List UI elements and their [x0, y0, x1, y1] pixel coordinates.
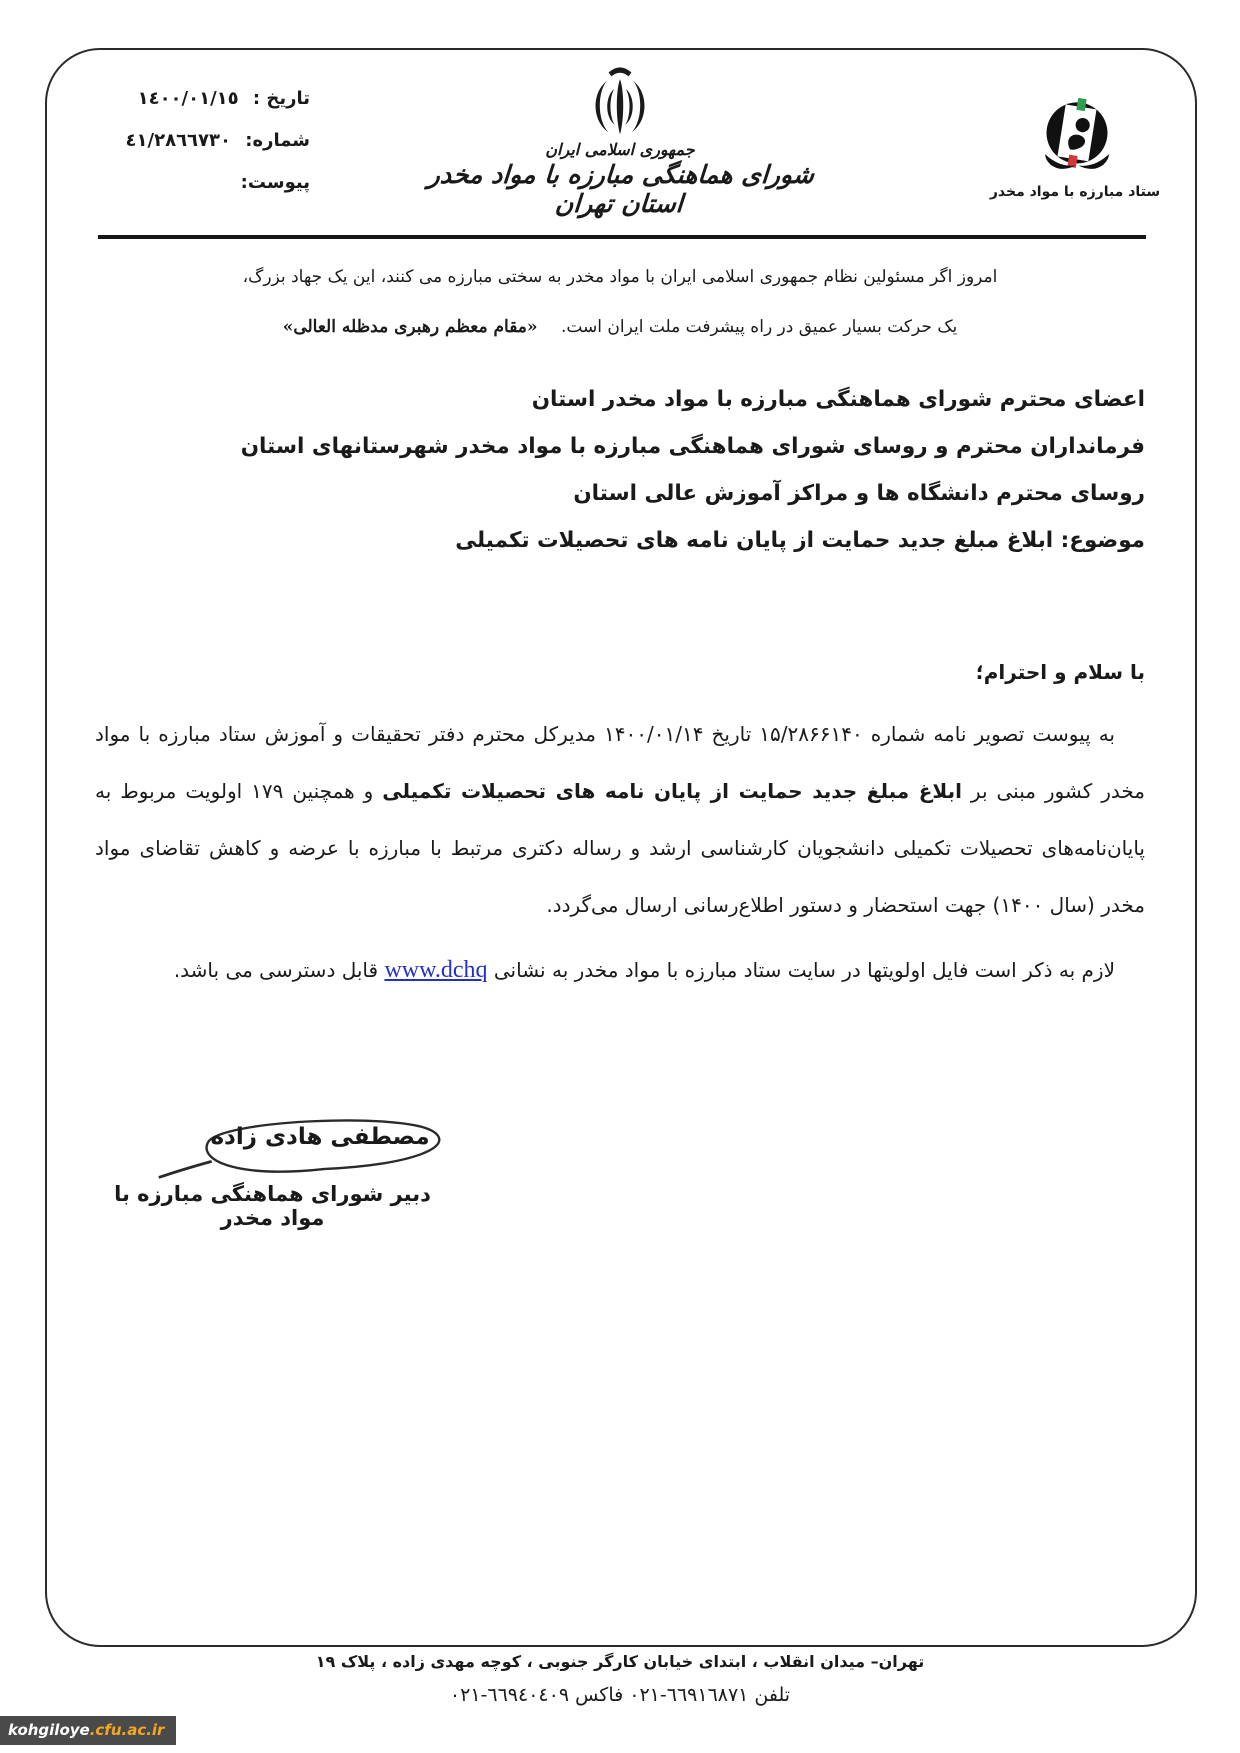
recipient-line: فرمانداران محترم و روسای شورای هماهنگی مبارزه با مواد مخدر شهرستانهای استان	[240, 434, 1145, 459]
dchq-website-link[interactable]: www.dchq	[384, 957, 488, 983]
salutation: با سلام و احترام؛	[975, 660, 1145, 684]
hq-logo-caption: ستاد مبارزه با مواد مخدر	[989, 184, 1161, 200]
body-p2-text-cont: قابل دسترسی می باشد.	[173, 958, 385, 982]
number-row	[95, 130, 310, 151]
date-label: تاریخ :	[252, 88, 310, 109]
signatory-name: مصطفی هادی زاده	[210, 1124, 430, 1150]
recipients-block	[95, 376, 1145, 564]
subject-line: موضوع: ابلاغ مبلغ جدید حمایت از پایان نامه های تحصیلات تکمیلی	[455, 528, 1145, 553]
quote-line-2-text: یک حرکت بسیار عمیق در راه پیشرفت ملت ایران است.	[560, 317, 958, 337]
drug-control-headquarters-logo	[1038, 96, 1116, 184]
handwritten-signature-scribble	[155, 1110, 495, 1192]
body-p2-text: لازم به ذکر است فایل اولویتها در سایت ستاد مبارزه با مواد مخدر به نشانی	[487, 958, 1115, 982]
iran-coat-of-arms-icon	[572, 64, 668, 140]
council-title-calligraphy: شورای هماهنگی مبارزه با مواد مخدر استان تهران	[426, 160, 816, 218]
site-watermark	[0, 1716, 176, 1745]
date-value: ١٤٠٠/٠١/١٥	[137, 88, 239, 109]
republic-title: جمهوری اسلامی ایران	[545, 140, 695, 159]
body-paragraph-2	[95, 942, 1145, 999]
footer-phone-fax: تلفن ٦٦٩١٦٨٧١-٠٢١ فاکس ٦٦٩٤٠٤٠٩-٠٢١	[449, 1684, 791, 1706]
signatory-title: دبیر شورای هماهنگی مبارزه با مواد مخدر	[114, 1182, 431, 1230]
quote-line-1: امروز اگر مسئولین نظام جمهوری اسلامی ایران با مواد مخدر به سختی مبارزه می کنند، این یک جهاد بزرگ،	[242, 267, 998, 287]
watermark-domain: .cfu.ac.ir	[89, 1721, 165, 1739]
quote-attribution: «مقام معظم رهبری مدظله العالی»	[282, 317, 538, 337]
header-divider-line	[98, 235, 1146, 239]
leader-quote	[95, 252, 1145, 352]
quote-line-2	[95, 302, 1145, 352]
recipient-line: اعضای محترم شورای هماهنگی مبارزه با مواد مخدر استان	[531, 387, 1145, 412]
body-p1-text-cont: و همچنین ۱۷۹ اولویت مربوط به پایان‌نامه‌های تحصیلات تکمیلی دانشجویان کارشناسی ارشد و رساله دکتری مرتبط با مبارزه با عرضه و کاهش تقاضای مواد مخدر (سال ۱۴۰۰) جهت استحضار و دستور اطلاع‌رسانی ارسال می‌گردد.	[95, 779, 1145, 917]
date-row	[95, 88, 310, 109]
attachment-row	[95, 172, 310, 193]
body-p1-bold-subject: ابلاغ مبلغ جدید حمایت از پایان نامه های تحصیلات تکمیلی	[382, 779, 962, 803]
recipient-line: روسای محترم دانشگاه ها و مراکز آموزش عالی استان	[573, 481, 1145, 506]
number-label: شماره:	[245, 130, 310, 151]
attachment-label: پیوست:	[240, 172, 310, 193]
body-paragraph-1	[95, 706, 1145, 934]
watermark-site-name: kohgiloye	[8, 1721, 90, 1739]
body-p1-text: به پیوست تصویر نامه شماره ۱۵/۲۸۶۶۱۴۰ تاریخ ۱۴۰۰/۰۱/۱۴ مدیرکل محترم دفتر تحقیقات و آموزش ستاد مبارزه با مواد مخدر کشور مبنی بر	[95, 722, 1145, 803]
number-value: ٤١/٢٨٦٦٧٣٠	[125, 130, 231, 151]
footer-address: تهران– میدان انقلاب ، ابتدای خیابان کارگر جنوبی ، کوچه مهدی زاده ، پلاک ۱۹	[315, 1652, 925, 1671]
letter-meta-block	[95, 88, 310, 214]
letter-body	[95, 706, 1145, 1007]
